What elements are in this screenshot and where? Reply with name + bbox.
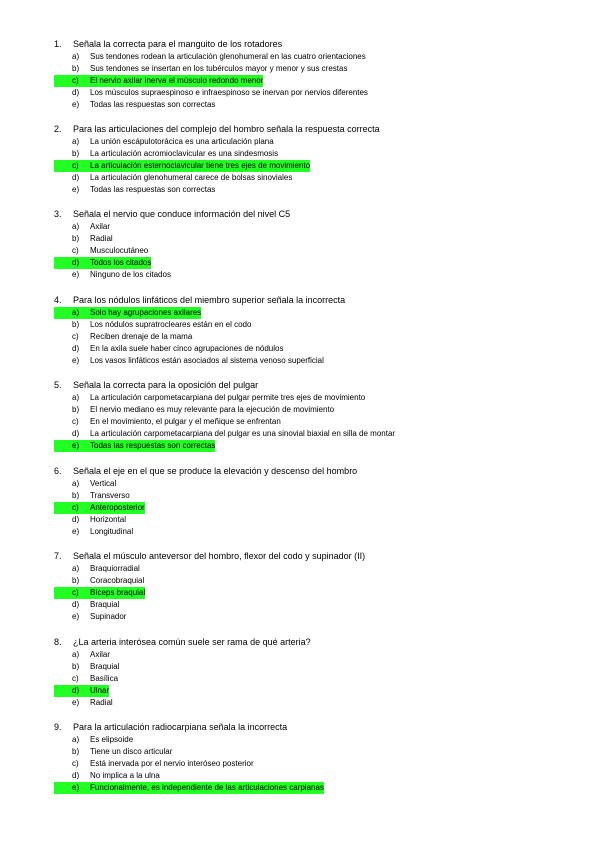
option-text: La unión escápulotorácica es una articulación plana <box>90 137 274 146</box>
option-text: La articulación esternoclavicular tiene tres ejes de movimiento <box>90 161 311 170</box>
answer-option <box>54 611 589 623</box>
option-letter: d) <box>54 685 90 697</box>
answer-option <box>54 697 589 709</box>
answer-option <box>54 245 589 257</box>
option-letter: c) <box>72 759 79 768</box>
answer-option <box>54 148 589 160</box>
option-letter: b) <box>72 576 80 585</box>
option-text: En el movimiento, el pulgar y el meñique se enfrentan <box>90 417 281 426</box>
question-number: 9. <box>54 722 62 732</box>
option-letter: e) <box>72 356 80 365</box>
option-text: Vertical <box>90 479 117 488</box>
option-letter: e) <box>72 527 80 536</box>
answer-option <box>54 478 589 490</box>
answer-option <box>54 746 589 758</box>
answer-option <box>54 184 589 196</box>
answer-option <box>54 490 589 502</box>
option-text: La articulación glenohumeral carece de bolsas sinoviales <box>90 173 293 182</box>
option-text: Es elipsoide <box>90 735 134 744</box>
answer-option <box>54 770 589 782</box>
option-text: Transverso <box>90 491 130 500</box>
answer-option-correct <box>54 257 589 269</box>
question-text: Señala el nervio que conduce información del nivel C5 <box>73 209 291 219</box>
option-text: En la axila suele haber cinco agrupaciones de nódulos <box>90 344 284 353</box>
option-letter: a) <box>72 650 80 659</box>
option-text: La articulación acromioclavicular es una sindesmosis <box>90 149 279 158</box>
question-header <box>54 293 589 307</box>
option-text: Bíceps braquial <box>90 588 146 597</box>
question-5 <box>54 378 589 452</box>
answer-option <box>54 319 589 331</box>
answer-option <box>54 599 589 611</box>
option-text: Braquial <box>90 600 120 609</box>
option-letter: b) <box>72 747 80 756</box>
option-letter: e) <box>72 698 80 707</box>
answer-option-correct <box>54 75 589 87</box>
answer-option <box>54 99 589 111</box>
option-letter: b) <box>72 234 80 243</box>
question-number: 1. <box>54 39 62 49</box>
question-text: Señala el músculo anteversor del hombro, flexor del codo y supinador (II) <box>73 551 366 561</box>
option-letter: d) <box>72 344 80 353</box>
option-letter: a) <box>72 393 80 402</box>
option-text: Reciben drenaje de la mama <box>90 332 193 341</box>
option-letter: b) <box>72 405 80 414</box>
option-letter: d) <box>72 429 80 438</box>
answer-option <box>54 514 589 526</box>
option-text: Solo hay agrupaciones axilares <box>90 308 202 317</box>
answer-option-correct <box>54 502 589 514</box>
question-text: ¿La arteria interósea común suele ser rama de qué arteria? <box>73 637 311 647</box>
answer-option <box>54 575 589 587</box>
answer-option-correct <box>54 307 589 319</box>
option-text: El nervio mediano es muy relevante para la ejecución de movimiento <box>90 405 335 414</box>
question-text: Señala la correcta para el manguito de los rotadores <box>73 39 283 49</box>
answer-option <box>54 331 589 343</box>
option-text: Supinador <box>90 612 127 621</box>
option-letter: b) <box>72 64 80 73</box>
option-letter: e) <box>72 612 80 621</box>
option-text: Coracobraquial <box>90 576 145 585</box>
question-number: 4. <box>54 295 62 305</box>
option-text: Los vasos linfáticos están asociados al sistema venoso superficial <box>90 356 324 365</box>
question-text: Para la articulación radiocarpiana señala la incorrecta <box>73 722 288 732</box>
option-text: Horizontal <box>90 515 127 524</box>
option-text: Todas las respuestas son correctas <box>90 100 216 109</box>
question-1 <box>54 37 589 111</box>
question-number: 2. <box>54 124 62 134</box>
question-3 <box>54 207 589 281</box>
option-text: Todas las respuestas son correctas <box>90 185 216 194</box>
answer-option-correct <box>54 782 589 794</box>
option-letter: d) <box>72 771 80 780</box>
question-2 <box>54 122 589 196</box>
question-text: Señala el eje en el que se produce la elevación y descenso del hombro <box>73 466 358 476</box>
option-text: Axilar <box>90 222 111 231</box>
option-text: Todos los citados <box>90 258 152 267</box>
question-header <box>54 549 589 563</box>
answer-option <box>54 51 589 63</box>
option-letter: a) <box>72 52 80 61</box>
option-text: Axilar <box>90 650 111 659</box>
option-letter: d) <box>72 88 80 97</box>
option-text: Ninguno de los citados <box>90 270 171 279</box>
option-letter: a) <box>72 735 80 744</box>
question-header <box>54 122 589 136</box>
option-text: Tiene un disco articular <box>90 747 173 756</box>
option-text: Longitudinal <box>90 527 134 536</box>
option-text: Los nódulos supratrocleares están en el codo <box>90 320 252 329</box>
question-number: 7. <box>54 551 62 561</box>
question-header <box>54 720 589 734</box>
answer-option <box>54 428 589 440</box>
question-number: 8. <box>54 637 62 647</box>
option-letter: a) <box>72 564 80 573</box>
option-letter: b) <box>72 320 80 329</box>
option-letter: b) <box>72 662 80 671</box>
answer-option <box>54 172 589 184</box>
question-7 <box>54 549 589 623</box>
option-letter: c) <box>72 674 79 683</box>
option-letter: e) <box>72 185 80 194</box>
answer-option-correct <box>54 160 589 172</box>
answer-option <box>54 233 589 245</box>
question-number: 5. <box>54 380 62 390</box>
option-letter: e) <box>72 100 80 109</box>
answer-option <box>54 526 589 538</box>
answer-option <box>54 758 589 770</box>
option-text: Musculocutáneo <box>90 246 149 255</box>
answer-option <box>54 269 589 281</box>
option-text: Braquiorradial <box>90 564 140 573</box>
answer-option <box>54 136 589 148</box>
option-text: Ulnar <box>90 686 110 695</box>
answer-option <box>54 221 589 233</box>
question-text: Para las articulaciones del complejo del hombro señala la respuesta correcta <box>73 124 380 134</box>
option-text: No implica a la ulna <box>90 771 160 780</box>
option-text: Los músculos supraespinoso e infraespinoso se inervan por nervios diferentes <box>90 88 368 97</box>
answer-option-correct <box>54 685 589 697</box>
answer-option <box>54 416 589 428</box>
option-text: La articulación carpometacarpiana del pulgar es una sinovial biaxial en silla de montar <box>90 429 396 438</box>
answer-option <box>54 734 589 746</box>
answer-option <box>54 355 589 367</box>
option-letter: e) <box>54 782 90 794</box>
option-letter: e) <box>72 270 80 279</box>
question-text: Señala la correcta para la oposición del pulgar <box>73 380 259 390</box>
answer-option <box>54 87 589 99</box>
option-text: Todas las respuestas son correctas <box>90 441 216 450</box>
option-letter: a) <box>54 307 90 319</box>
answer-option <box>54 673 589 685</box>
option-text: La articulación carpometacarpiana del pulgar permite tres ejes de movimiento <box>90 393 366 402</box>
answer-option <box>54 392 589 404</box>
answer-option-correct <box>54 440 589 452</box>
option-letter: c) <box>72 417 79 426</box>
answer-option <box>54 661 589 673</box>
question-8 <box>54 635 589 709</box>
question-header <box>54 207 589 221</box>
option-letter: c) <box>54 160 90 172</box>
question-text: Para los nódulos linfáticos del miembro superior señala la incorrecta <box>73 295 346 305</box>
option-text: Braquial <box>90 662 120 671</box>
option-letter: d) <box>72 173 80 182</box>
option-letter: c) <box>54 502 90 514</box>
option-letter: a) <box>72 222 80 231</box>
question-header <box>54 378 589 392</box>
question-header <box>54 464 589 478</box>
option-letter: b) <box>72 491 80 500</box>
option-text: Radial <box>90 234 113 243</box>
question-header <box>54 37 589 51</box>
option-text: Sus tendones rodean la articulación glenohumeral en las cuatro orientaciones <box>90 52 366 61</box>
answer-option <box>54 63 589 75</box>
option-text: El nervio axilar inerva el músculo redondo menor <box>90 76 264 85</box>
option-text: Anteroposterior <box>90 503 145 512</box>
option-letter: c) <box>72 246 79 255</box>
option-text: Radial <box>90 698 113 707</box>
option-letter: d) <box>54 257 90 269</box>
option-text: Basílica <box>90 674 119 683</box>
option-letter: a) <box>72 479 80 488</box>
question-header <box>54 635 589 649</box>
option-letter: b) <box>72 149 80 158</box>
answer-option <box>54 649 589 661</box>
option-letter: c) <box>54 75 90 87</box>
question-number: 6. <box>54 466 62 476</box>
question-4 <box>54 293 589 367</box>
option-letter: e) <box>54 440 90 452</box>
answer-option <box>54 343 589 355</box>
option-letter: d) <box>72 515 80 524</box>
option-letter: a) <box>72 137 80 146</box>
option-letter: c) <box>54 587 90 599</box>
answer-option <box>54 563 589 575</box>
answer-option <box>54 404 589 416</box>
option-text: Está inervada por el nervio interóseo posterior <box>90 759 254 768</box>
option-text: Funcionalmente, es independiente de las articulaciones carpianas <box>90 783 324 792</box>
option-text: Sus tendones se insertan en los tubérculos mayor y menor y sus crestas <box>90 64 348 73</box>
question-number: 3. <box>54 209 62 219</box>
option-letter: c) <box>72 332 79 341</box>
answer-option-correct <box>54 587 589 599</box>
question-6 <box>54 464 589 538</box>
question-9 <box>54 720 589 794</box>
option-letter: d) <box>72 600 80 609</box>
